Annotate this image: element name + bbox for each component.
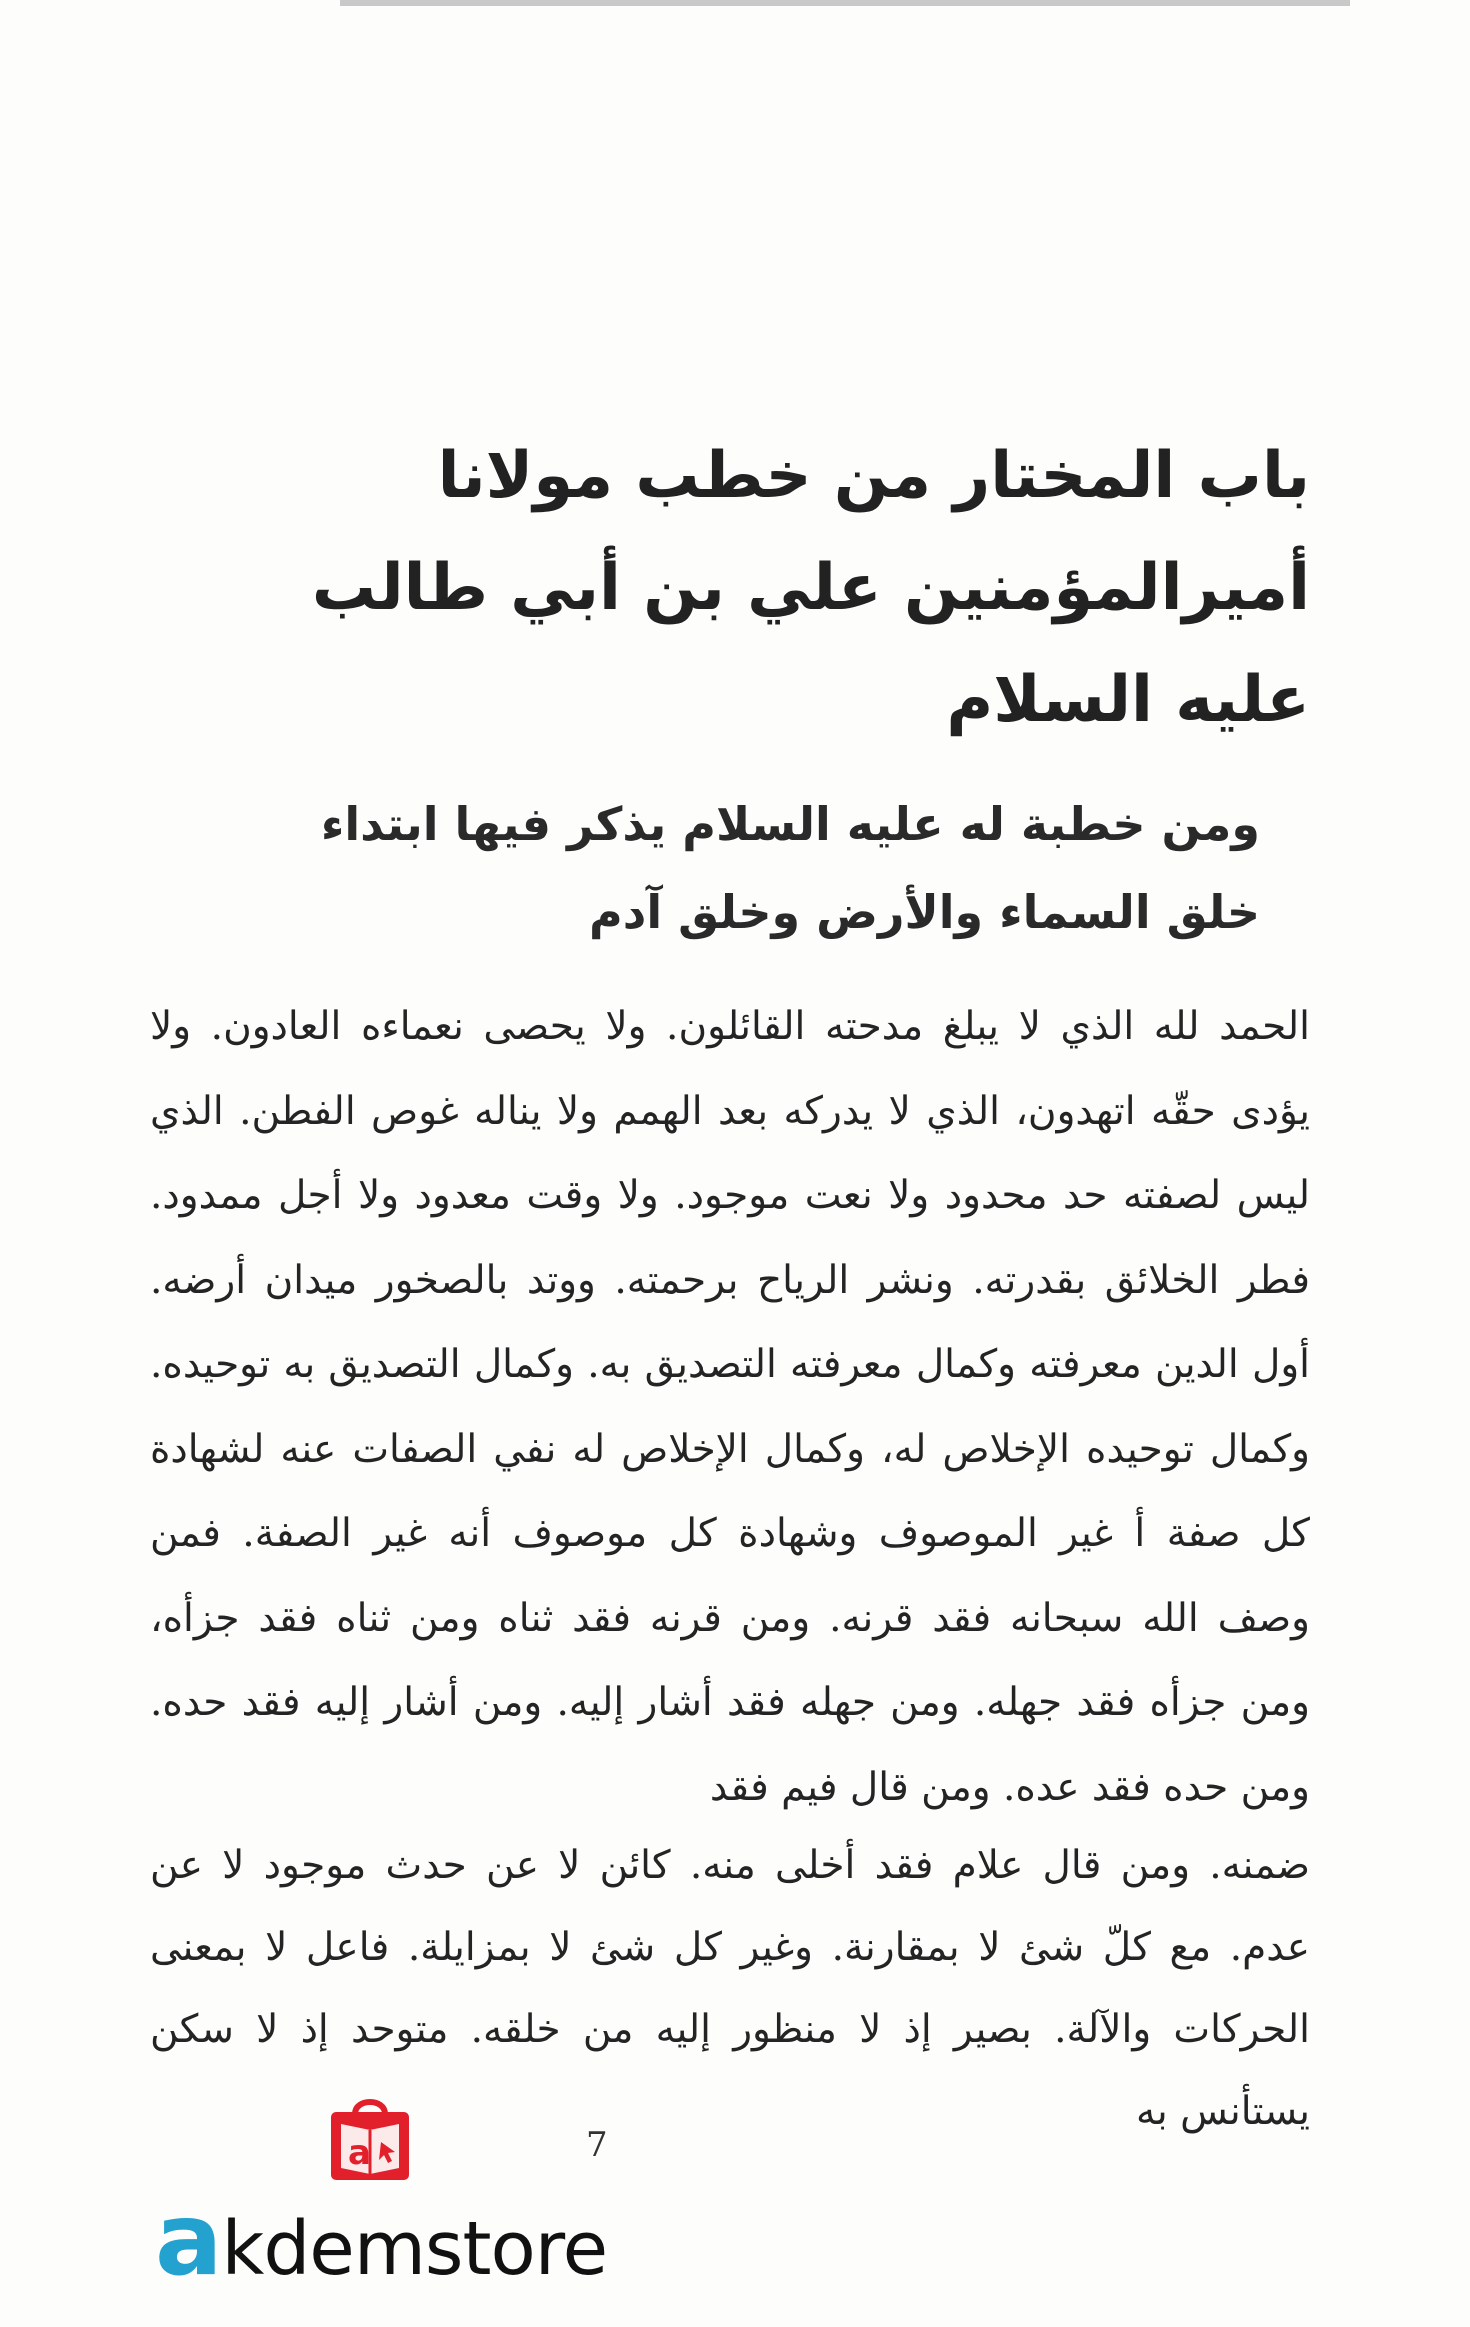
logo-mark-letter: a xyxy=(348,2133,371,2173)
page-number: 7 xyxy=(586,2125,608,2165)
paragraph-1: الحمد لله الذي لا يبلغ مدحته القائلون. ولا يحصى نعماءه العادون. ولا يؤدى حقّه اتهدون، الذي لا يدركه بعد الهمم ولا يناله غوص الفطن. الذي ليس لصفته حد محدود ولا نعت موجود. ولا وقت معدود ولا أجل ممدود. فطر الخلائق بقدرته. ونشر الرياح برحمته. ووتد بالصخور ميدان أرضه. أول الدين معرفته وكمال معرفته التصديق به. وكمال التصديق به توحيده. وكمال توحيده الإخلاص له، وكمال الإخلاص له نفي الصفات عنه لشهادة كل صفة أ غير الموصوف وشهادة كل موصوف أنه غير الصفة. فمن وصف الله سبحانه فقد قرنه. ومن قرنه فقد ثناه ومن ثناه فقد جزأه، ومن جزأه فقد جهله. ومن جهله فقد أشار إليه. ومن أشار إليه فقد حده. ومن حده فقد عده. ومن قال فيم فقد xyxy=(150,1004,1310,1810)
book-page xyxy=(150,0,1320,2327)
shopping-bag-book-icon xyxy=(325,2090,415,2182)
section-heading: ومن خطبة له عليه السلام يذكر فيها ابتداء خلق السماء والأرض وخلق آدم xyxy=(320,797,1260,939)
akdemstore-watermark xyxy=(155,2090,608,2300)
logo-wordmark-rest: kdemstore xyxy=(221,2206,608,2292)
logo-accent-letter: a xyxy=(155,2181,222,2298)
logo-wordmark xyxy=(155,2181,608,2299)
chapter-title: باب المختار من خطب مولانا أميرالمؤمنين علي بن أبي طالب عليه السلام xyxy=(311,439,1310,737)
paragraph-2: ضمنه. ومن قال علام فقد أخلى منه. كائن لا عن حدث موجود لا عن عدم. مع كلّ شئ لا بمقارنة. وغير كل شئ لا بمزايلة. فاعل لا بمعنى الحركات والآلة. بصير إذ لا منظور إليه من خلقه. متوحد إذ لا سكن يستأنس به xyxy=(150,1843,1310,2134)
